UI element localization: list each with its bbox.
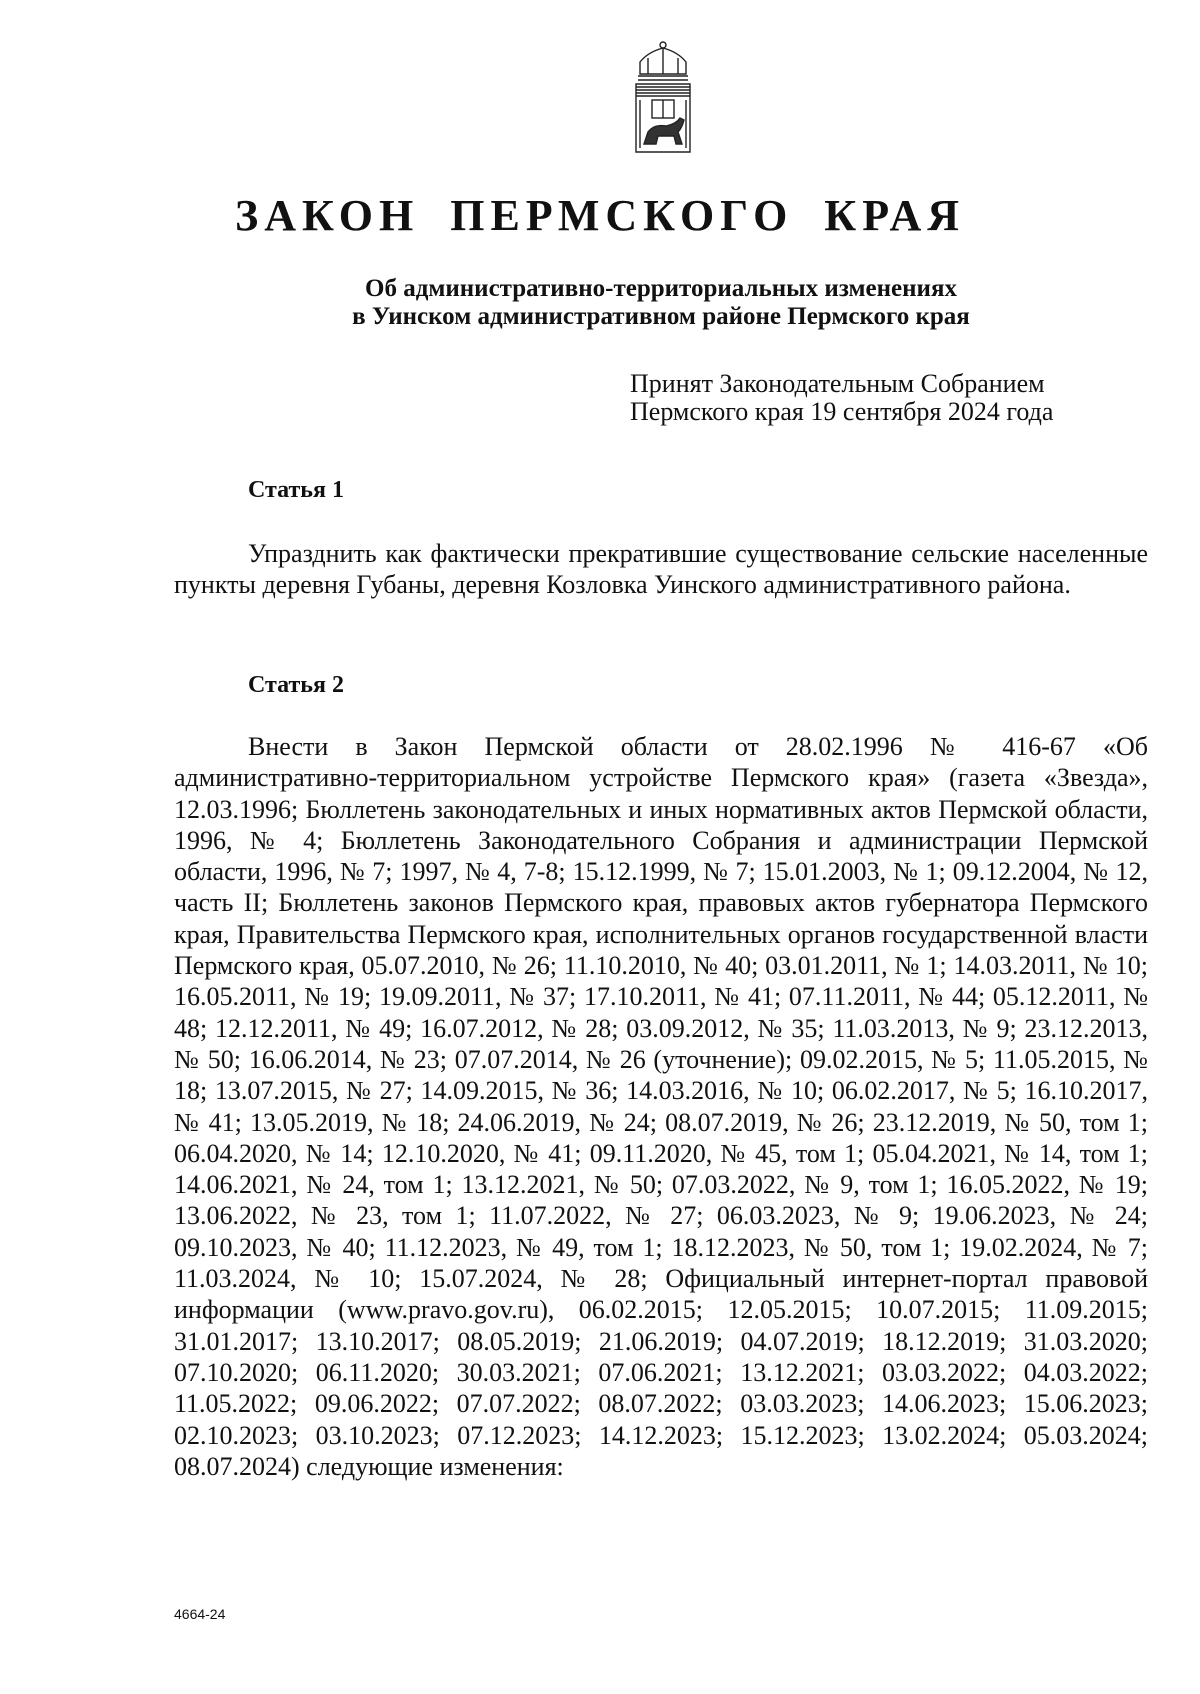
adoption-line-1: Принят Законодательным Собранием (630, 369, 1045, 398)
article-2-heading: Статья 2 (248, 672, 344, 698)
subtitle-line-2: в Уинском административном районе Пермского края (352, 303, 970, 330)
article-1-text: Упразднить как фактически прекратившие существование сельские населенные пункты деревня Губаны, деревня Козловка Уинского административного района. (174, 539, 1148, 600)
article-1-heading: Статья 1 (248, 477, 344, 503)
document-number: 4664-24 (174, 1606, 226, 1622)
law-title: ЗАКОН ПЕРМСКОГО КРАЯ (234, 191, 966, 240)
article-2-text: Внести в Закон Пермской области от 28.02.1996 № 416-67 «Об административно-территориальном устройстве Пермского края» (газета «Звезда», 12.03.1996; Бюллетень законодательных и иных нормативных актов Пермской области, 1996, № 4; Бюллетень Законодательного Собрания и администрации Пермской области, 1996, № 7; 1997, № 4, 7-8; 15.12.1999, № 7; 15.01.2003, № 1; 09.12.2004, № 12, часть II; Бюллетень законов Пермского края, правовых актов губернатора Пермского края, Правительства Пермского края, исполнительных органов государственной власти Пермского края, 05.07.2010, № 26; 11.10.2010, № 40; 03.01.2011, № 1; 14.03.2011, № 10; 16.05.2011, № 19; 19.09.2011, № 37; 17.10.2011, № 41; 07.11.2011, № 44; 05.12.2011, № 48; 12.12.2011, № 49; 16.07.2012, № 28; 03.09.2012, № 35; 11.03.2013, № 9; 23.12.2013, № 50; 16.06.2014, № 23; 07.07.2014, № 26 (уточнение); 09.02.2015, № 5; 11.05.2015, № 18; 13.07.2015, № 27; 14.09.2015, № 36; 14.03.2016, № 10; 06.02.2017, № 5; 16.10.2017, № 41; 13.05.2019, № 18; 24.06.2019, № 24; 08.07.2019, № 26; 23.12.2019, № 50, том 1; 06.04.2020, № 14; 12.10.2020, № 41; 09.11.2020, № 45, том 1; 05.04.2021, № 14, том 1; 14.06.2021, № 24, том 1; 13.12.2021, № 50; 07.03.2022, № 9, том 1; 16.05.2022, № 19; 13.06.2022, № 23, том 1; 11.07.2022, № 27; 06.03.2023, № 9; 19.06.2023, № 24; 09.10.2023, № 40; 11.12.2023, № 49, том 1; 18.12.2023, № 50, том 1; 19.02.2024, № 7; 11.03.2024, № 10; 15.07.2024, № 28; Официальный интернет-портал правовой информации (www.pravo.gov.ru), 06.02.2015; 12.05.2015; 10.07.2015; 11.09.2015; 31.01.2017; 13.10.2017; 08.05.2019; 21.06.2019; 04.07.2019; 18.12.2019; 31.03.2020; 07.10.2020; 06.11.2020; 30.03.2021; 07.06.2021; 13.12.2021; 03.03.2022; 04.03.2022; 11.05.2022; 09.06.2022; 07.07.2022; 08.07.2022; 03.03.2023; 14.06.2023; 15.06.2023; 02.10.2023; 03.10.2023; 07.12.2023; 14.12.2023; 15.12.2023; 13.02.2024; 05.03.2024; 08.07.2024) следующие изменения: (174, 732, 1148, 1481)
adoption-line-2: Пермского края 19 сентября 2024 года (630, 397, 1054, 426)
subtitle-line-1: Об административно-территориальных изменениях (365, 275, 957, 302)
law-subtitle (0, 275, 1200, 331)
perm-krai-coat-of-arms-icon (628, 40, 698, 155)
adoption-note (630, 370, 1150, 426)
